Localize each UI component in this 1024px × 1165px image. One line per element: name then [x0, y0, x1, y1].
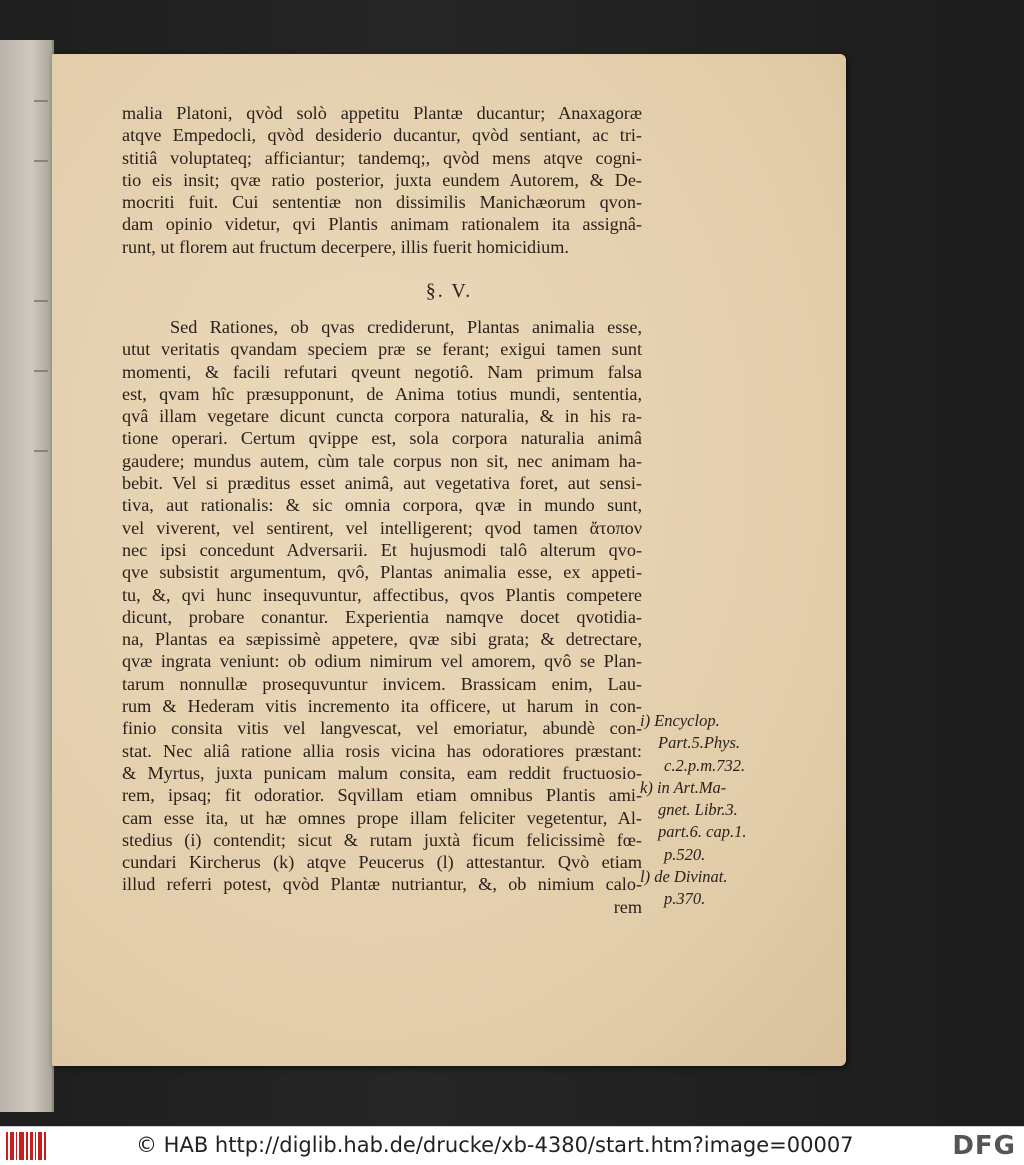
- text-line: qvæ ingrata veniunt: ob odium nimirum vel amorem, qvô se Plan-: [122, 651, 642, 672]
- bleed-mark: [34, 370, 48, 372]
- bleed-mark: [34, 450, 48, 452]
- bleed-mark: [34, 100, 48, 102]
- text-line: momenti, & facili refutari qveunt negotiô. Nam primum falsa: [122, 361, 642, 382]
- text-line: atqve Empedocli, qvòd desiderio ducantur, qvòd sentiant, ac tri-: [122, 125, 642, 146]
- paragraph-section-v: [122, 316, 642, 918]
- text-line: tione operari. Certum qvippe est, sola corpora naturalia animâ: [122, 428, 642, 449]
- text-line: tiva, aut rationalis: & sic omnia corpora, qvæ in mundo sunt,: [122, 495, 642, 516]
- text-line: tu, &, qvi hunc insequvuntur, affectibus, qvos Plantis competere: [122, 584, 642, 605]
- note-line: gnet. Libr.3.: [658, 800, 738, 820]
- note-line: Part.5.Phys.: [658, 733, 741, 753]
- note-line: l) de Divinat.: [640, 867, 728, 887]
- text-line: dicunt, probare conantur. Experientia namqve docet qvotidia-: [122, 606, 642, 627]
- text-line: bebit. Vel si præditus esset animâ, aut vegetativa foret, aut sensi-: [122, 473, 642, 494]
- paragraph-continuation: [122, 102, 642, 258]
- text-line: tio eis insit; qvæ ratio posterior, juxta eundem Autorem, & De-: [122, 169, 642, 190]
- text-line: & Myrtus, juxta punicam malum consita, eam reddit fructuosio-: [122, 762, 642, 783]
- text-line: cam esse ita, ut hæ omnes prope illam feliciter vegetentur, Al-: [122, 807, 642, 828]
- note-line: k) in Art.Ma-: [640, 777, 727, 797]
- note-line: p.520.: [664, 844, 706, 864]
- text-line: mocriti fuit. Cui sententiæ non dissimilis Manichæorum qvon-: [122, 192, 642, 213]
- text-line: runt, ut florem aut fructum decerpere, illis fuerit homicidium.: [122, 236, 569, 257]
- text-line: dam opinio videtur, qvi Plantis animam rationalem ita assignâ-: [122, 214, 642, 235]
- text-line: qvâ illam vegetare dicunt cuncta corpora naturalia, & in his ra-: [122, 406, 642, 427]
- book-page: [52, 54, 846, 1066]
- text-line: finio consita vitis vel langvescat, vel emoriatur, abundè con-: [122, 718, 642, 739]
- note-line: part.6. cap.1.: [658, 822, 747, 842]
- text-line: tarum nonnullæ prosequvuntur invicem. Brassicam enim, Lau-: [122, 673, 642, 694]
- dfg-logo: DFG: [952, 1131, 1016, 1161]
- copyright-url[interactable]: © HAB http://diglib.hab.de/drucke/xb-4380/start.htm?image=00007: [136, 1133, 854, 1157]
- bleed-mark: [34, 160, 48, 162]
- text-line: utut veritatis qvandam speciem præ se ferant; exigui tamen sunt: [122, 339, 642, 360]
- previous-page-edge: [0, 40, 54, 1112]
- section-heading: §. V.: [425, 280, 473, 302]
- marginal-notes: [640, 710, 760, 911]
- text-line: na, Plantas ea sæpissimè appetere, qvæ sibi grata; & detrectare,: [122, 629, 642, 650]
- text-line: cundari Kircherus (k) atqve Peucerus (l) attestantur. Qvò etiam: [122, 852, 642, 873]
- text-line: qve subsistit argumentum, qvô, Plantas animalia esse, ex appeti-: [122, 562, 642, 583]
- text-line: illud referri potest, qvòd Plantæ nutriantur, &, ob nimium calo-: [122, 874, 642, 895]
- text-line: rum & Hederam vitis incremento ita officere, ut harum in con-: [122, 696, 642, 717]
- text-line: vel viverent, vel sentirent, vel intelligerent; qvod tamen ἄτοπον: [122, 517, 642, 538]
- text-line: stitiâ voluptateq; afficiantur; tandemq;, qvòd mens atqve cogni-: [122, 147, 642, 168]
- note-line: p.370.: [664, 889, 706, 909]
- bleed-mark: [34, 300, 48, 302]
- note-line: i) Encyclop.: [640, 711, 720, 730]
- text-line: rem, ipsaq; fit odoratior. Sqvillam etiam omnibus Plantis ami-: [122, 785, 642, 806]
- text-line: malia Platoni, qvòd solò appetitu Plantæ ducantur; Anaxagoræ: [122, 103, 642, 123]
- text-line: nec ipsi concedunt Adversarii. Et hujusmodi talô alterum qvo-: [122, 539, 642, 560]
- hab-barcode-icon: [6, 1132, 46, 1160]
- text-line: Sed Rationes, ob qvas crediderunt, Plantas animalia esse,: [170, 317, 642, 337]
- text-line: gaudere; mundus autem, cùm tale corpus non sit, nec animam ha-: [122, 450, 642, 471]
- text-line: stedius (i) contendit; sicut & rutam juxtà ficum felicissimè fœ-: [122, 829, 642, 850]
- note-line: c.2.p.m.732.: [664, 755, 746, 775]
- text-line: est, qvam hîc præsupponunt, de Anima totius mundi, sententia,: [122, 383, 642, 404]
- footer-bar: [0, 1126, 1024, 1165]
- text-line: stat. Nec aliâ ratione allia rosis vicina has odoratiores præstant:: [122, 740, 642, 761]
- catchword: rem: [613, 896, 642, 917]
